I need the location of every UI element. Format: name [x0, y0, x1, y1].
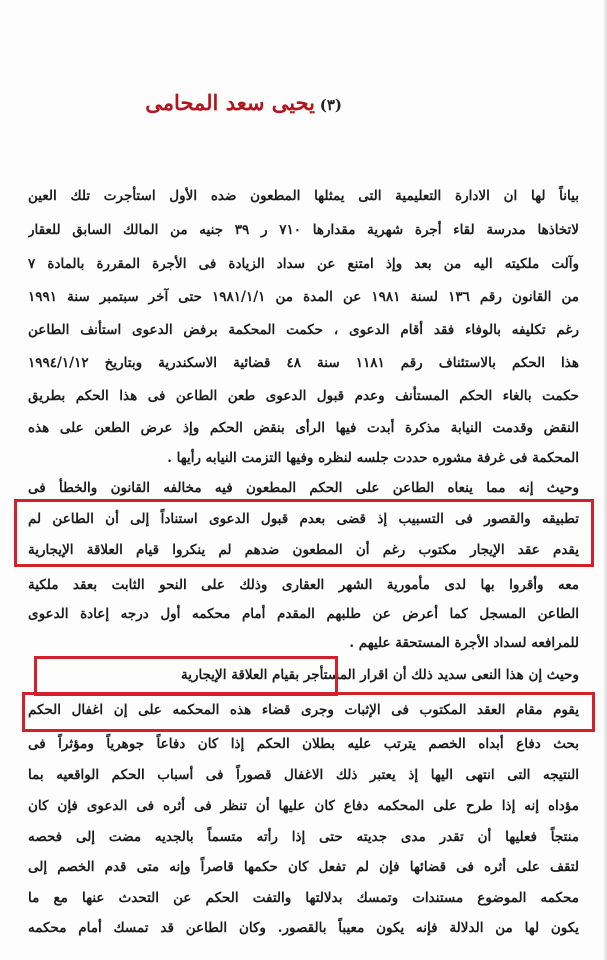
text-line: يكون لها من الدلالة فإنه يكون معيباً بالقصور. وكان الطاعن قد تمسك أمام محكمه [28, 920, 579, 936]
text-line: الطاعن المسجل كما أعرض عن طلبهم المقدم أمام محكمه أول درجه إعادة الدعوى [28, 606, 579, 622]
text-line: وحيث إن هذا النعى سديد ذلك أن اقرار المستأجر بقيام العلاقة الإيجارية [180, 667, 579, 683]
text-line: لاتخاذها مدرسة لقاء أجرة شهرية مقدارها ٧١٠ ر ٣٩ جنيه من المالك السابق للعقار [28, 222, 579, 238]
text-line: معه وأقروا بها لدى مأمورية الشهر العقارى وذلك على النحو الثابت بعقد ملكية [28, 577, 579, 593]
text-line: حكمت بالغاء الحكم المستأنف وعدم قبول الدعوى طعن الطاعن فى هذا الحكم بطريق [28, 388, 579, 404]
text-line: وآلت ملكيته اليه من بعد وإذ امتنع عن سداد الزيادة فى الأجرة المقررة بالمادة ٧ [28, 256, 579, 272]
text-line: وحيث إنه مما ينعاه الطاعن على الحكم المطعون فيه مخالفه القانون والخطأ فى [28, 480, 579, 496]
text-line: تطبيقه والقصور فى التسبيب إذ قضى بعدم قبول الدعوى استناداً إلى أن الطاعن لم [28, 511, 579, 527]
document-body [28, 0, 579, 960]
text-line: يقدم عقد الإيجار مكتوب رغم أن المطعون ضدهم لم ينكروا قيام العلاقة الإيجارية [28, 542, 579, 558]
scan-edge [603, 0, 607, 960]
text-line: النقض وقدمت النيابة مذكرة أبدت فيها الرأى بنقض الحكم وإذ عرض الطعن على هذه [28, 420, 579, 436]
text-line: رغم تكليفه بالوفاء فقد أقام الدعوى ، حكمت المحكمة برفض الدعوى استأنف الطاعن [28, 322, 579, 338]
text-line: من القانون رقم ١٣٦ لسنة ١٩٨١ عن المدة من ١٩٨١/١/١ حتى آخر سبتمبر سنة ١٩٩١ [28, 289, 579, 305]
text-line: للمرافعه لسداد الأجرة المستحقة عليهم . [349, 635, 579, 651]
text-line: بحث دفاع أبداه الخصم يترتب عليه بطلان الحكم إذا كان دفاعاً جوهرياً ومؤثراً فى [28, 736, 579, 752]
text-line: يقوم مقام العقد المكتوب فى الإثبات وجرى قضاء هذه المحكمه على إن اغفال الحكم [28, 702, 579, 718]
text-line: هذا الحكم بالاستئناف رقم ١١٨١ سنة ٤٨ قضائية الاسكندرية وبتاريخ ١٩٩٤/١/١٢ [28, 355, 579, 371]
lawyer-name: يحيى سعد المحامى [145, 90, 315, 115]
text-line: المحكمة فى غرفة مشوره حددت جلسه لنظره وفيها التزمت النيابه رأيها . [167, 450, 579, 466]
text-line: بياناً لها ان الادارة التعليمية التى يمثلها المطعون ضده الأول استأجرت تلك العين [28, 188, 579, 204]
page-number: (٣) [319, 96, 342, 114]
text-line: النتيجه التى انتهى اليها إذ يعتبر ذلك الاغفال قصوراً فى أسباب الحكم الواقعيه بما [28, 767, 579, 783]
text-line: مؤداه إنه إذا طرح على المحكمه دفاع كان عليها أن تنظر فى أثره فى الدعوى فإن كان [28, 798, 579, 814]
text-line: لتقف على أثره فى قضائها فإن لم تفعل كان حكمها قاصراً وإنه متى قدم الخصم إلى [28, 859, 579, 875]
text-line: محكمه الموضوع مستندات وتمسك بدلالتها والتفت الحكم عن التحدث عنها مع ما [28, 890, 579, 906]
text-line: منتجاً فعليها أن تقدر مدى جديته حتى إذا رأته متسماً بالجديه مضت إلى فحصه [28, 829, 579, 845]
